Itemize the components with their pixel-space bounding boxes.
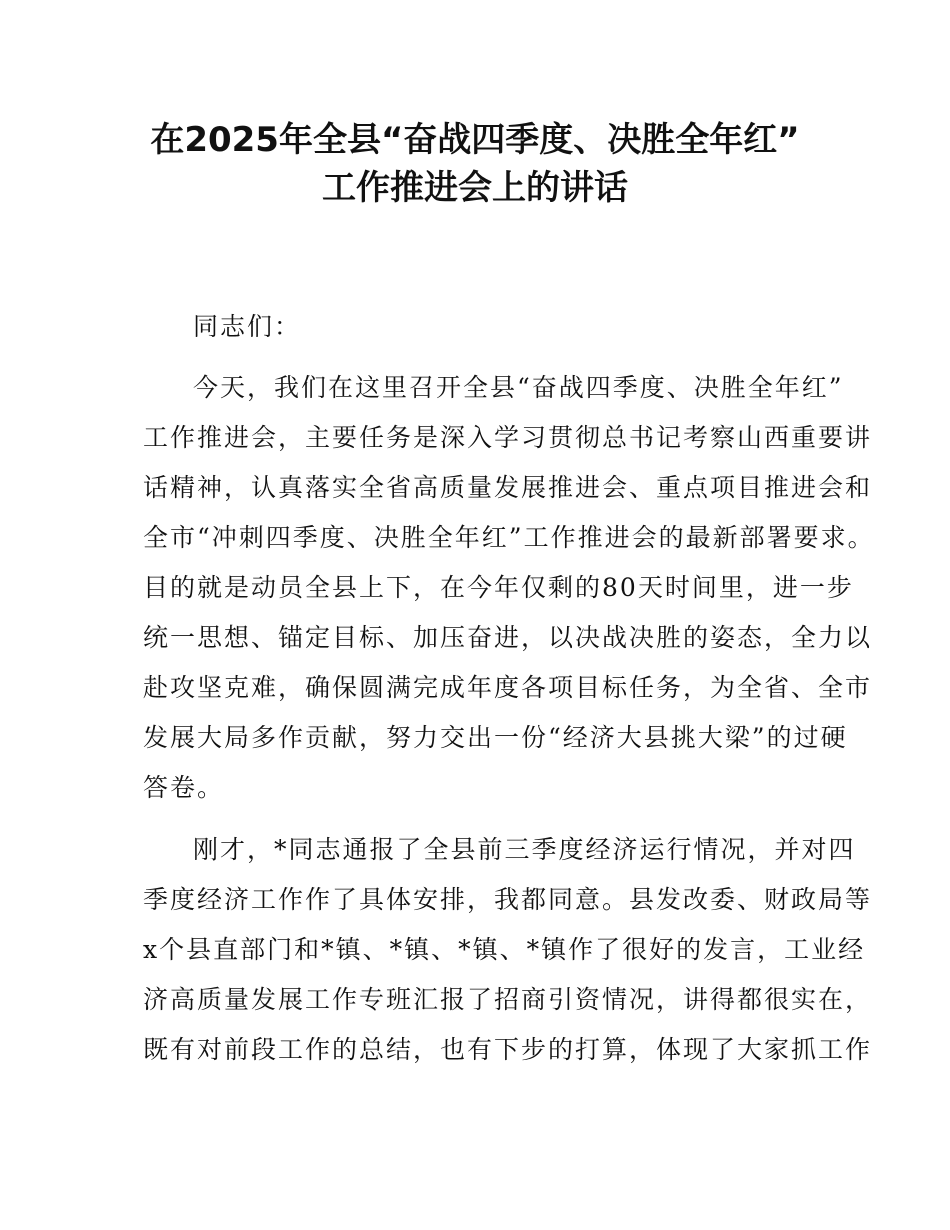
paragraph-1-line: 全市“冲刺四季度、决胜全年红”工作推进会的最新部署要求。 (143, 523, 875, 552)
document-title-line-2: 工作推进会上的讲话 (322, 168, 628, 208)
document-title-line-1: 在2025年全县“奋战四季度、决胜全年红” (150, 120, 800, 160)
paragraph-2-line: 刚才，*同志通报了全县前三季度经济运行情况，并对四 (193, 835, 856, 864)
paragraph-2-line: 济高质量发展工作专班汇报了招商引资情况，讲得都很实在， (143, 985, 873, 1014)
paragraph-1-line: 答卷。 (143, 773, 225, 802)
paragraph-1-line: 工作推进会，主要任务是深入学习贯彻总书记考察山西重要讲 (143, 423, 873, 452)
salutation: 同志们： (193, 312, 302, 341)
paragraph-2-line: 季度经济工作作了具体安排，我都同意。县发改委、财政局等 (143, 885, 873, 914)
paragraph-1-line: 统一思想、锚定目标、加压奋进，以决战决胜的姿态，全力以 (143, 623, 873, 652)
paragraph-1-line: 赴攻坚克难，确保圆满完成年度各项目标任务，为全省、全市 (143, 673, 873, 702)
paragraph-2-line: 既有对前段工作的总结，也有下步的打算，体现了大家抓工作 (143, 1035, 873, 1064)
paragraph-1-line: 目的就是动员全县上下，在今年仅剩的80天时间里，进一步 (143, 573, 854, 602)
paragraph-1-line: 今天，我们在这里召开全县“奋战四季度、决胜全年红” (193, 373, 844, 402)
paragraph-1-line: 话精神，认真落实全省高质量发展推进会、重点项目推进会和 (143, 473, 873, 502)
paragraph-1-line: 发展大局多作贡献，努力交出一份“经济大县挑大梁”的过硬 (143, 723, 848, 752)
paragraph-2-line: x个县直部门和*镇、*镇、*镇、*镇作了很好的发言，工业经 (143, 935, 866, 964)
